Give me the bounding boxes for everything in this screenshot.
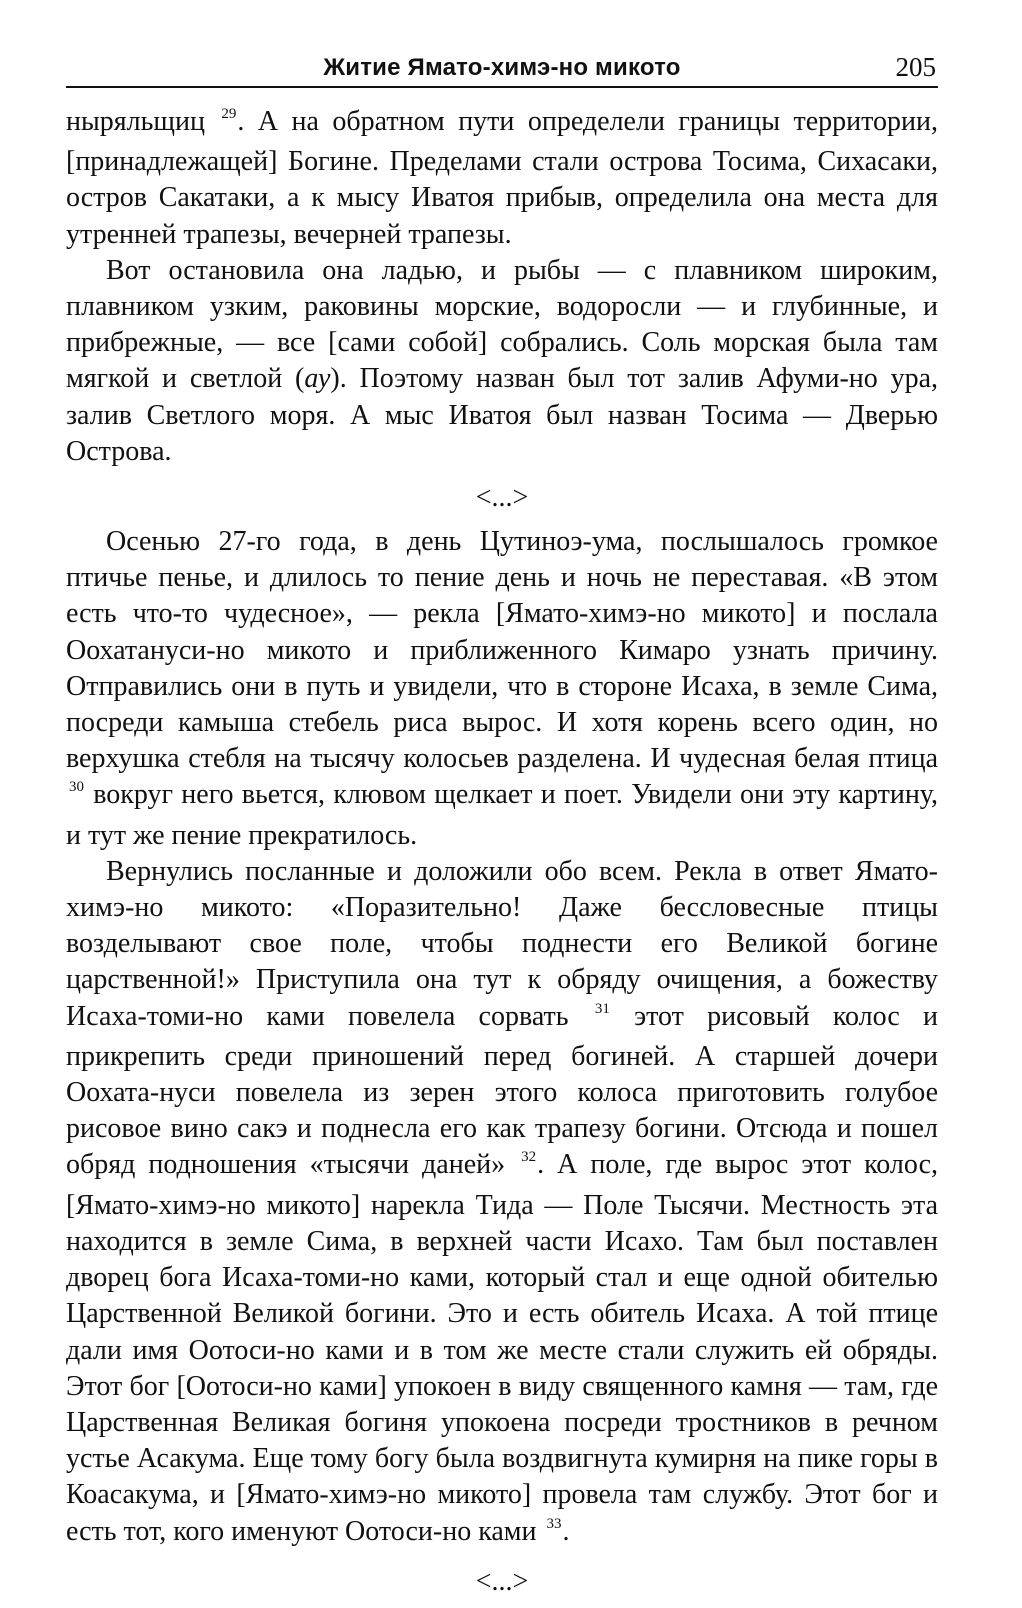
footnote-marker: 30	[69, 779, 84, 796]
paragraph-text: Вот остановила она ладью, и рыбы — с плавником широким, плавником узким, раковины морские, водоросли — и глубинные, и прибрежные, — все [сами собой] собрались. Соль морская была там мягкой и светлой (	[66, 254, 938, 395]
paragraph-text: этот рисовый колос и прикрепить среди приношений перед богиней. А старшей дочери Оохата-нуси повелела из зерен этого колоса приготовить голубое рисовое вино сакэ и поднесла его как трапезу богини. Отсюда и пошел обряд подношения «тысячи даней»	[66, 1000, 939, 1181]
omission-mark: <...>	[475, 482, 529, 514]
footnote-marker: 29	[221, 106, 237, 122]
paragraph-text: . А на обратном пути определели границы территории, [принадлежащей] Богине. Пределами стали острова Тосима, Сихасаки, остров Сакатаки, а к мысу Иватоя прибыв, определила она места для утренней трапезы, вечерней трапезы.	[66, 106, 938, 250]
paragraph-text: Вернулись посланные и доложили обо всем. Рекла в ответ Ямато-химэ-но микото: «Поразительно! Даже бессловесные птицы возделывают свое поле, чтобы поднести его Великой богине царственной!» Приступила она тут к обряду очищения, а божеству Исаха-томи-но ками повелела сорвать	[66, 855, 938, 1032]
paragraph-text: . А поле, где вырос этот колос, [Ямато-химэ-но микото] нарекла Тида — Поле Тысячи. Местность эта находится в земле Сима, в верхней части Исахо. Там был поставлен дворец бога Исаха-томи-но ками, который стал и еще одной обителью Царственной Великой богини. Это и есть обитель Исаха. А той птице дали имя Оотоси-но ками и в том же месте стали служить ей обряды. Этот бог [Оотоси-но ками] упокоен в виду священного камня — там, где Царственная Великая богиня упокоена посреди тростников в речном устье Асакума. Еще тому богу была воздвигнута кумирня на пике горы в Коасакума, и [Ямато-химэ-но микото] провела там службу. Этот бог и есть тот, кого именуют Оотоси-но ками	[66, 1149, 938, 1547]
running-title: Житие Ямато-химэ-но микото	[323, 54, 681, 81]
body-text	[66, 104, 938, 1600]
footnote-marker: 31	[594, 1000, 610, 1017]
paragraph	[66, 854, 938, 1554]
footnote-marker: 32	[521, 1149, 537, 1166]
footnote-marker: 33	[546, 1515, 562, 1532]
paragraph	[66, 524, 938, 854]
paragraph	[66, 253, 938, 470]
italic-term: ау	[304, 363, 331, 395]
paragraph-text: ). Поэтому назван был тот залив Афуми-но ура, залив Светлого моря. А мыс Иватоя был назван Тосима — Дверью Острова.	[66, 363, 938, 467]
book-page	[66, 50, 938, 1608]
running-head	[66, 50, 938, 88]
paragraph-text: Осенью 27-го года, в день Цутиноэ-ума, послышалось громкое птичье пенье, и длилось то пение день и ночь не переставая. «В этом есть что-то чудесное», — рекла [Ямато-химэ-но микото] и послала Оохатануси-но микото и приближенного Кимаро узнать причину. Отправились они в путь и увидели, что в стороне Исаха, в земле Сима, посреди камыша стебель риса вырос. И хотя корень всего один, но верхушка стебля на тысячу колосьев разделена. И чудесная белая птица	[66, 526, 938, 775]
omission-mark: <...>	[475, 1565, 529, 1597]
page-number: 205	[895, 52, 936, 82]
paragraph-text: вокруг него вьется, клювом щелкает и поет. Увидели они эту картину, и тут же пение прекратилось.	[66, 779, 938, 851]
paragraph-text: .	[562, 1515, 570, 1547]
paragraph-text: ныряльщиц	[66, 106, 219, 137]
paragraph	[66, 104, 938, 253]
